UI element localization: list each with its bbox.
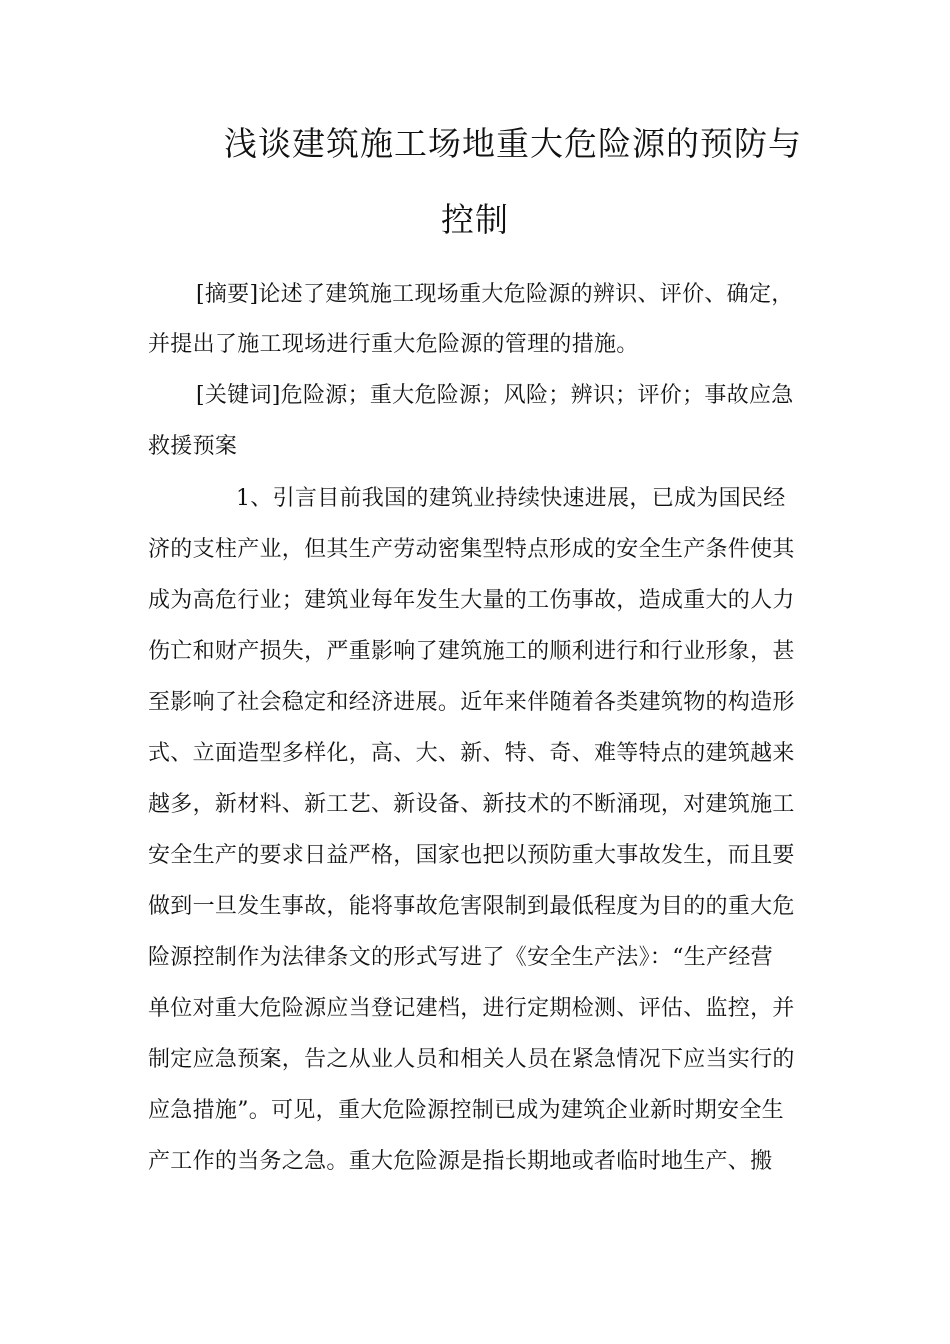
document-title-line-1: 浅谈建筑施工场地重大危险源的预防与 xyxy=(224,124,802,163)
body-line: 至影响了社会稳定和经济进展。近年来伴随着各类建筑物的构造形 xyxy=(148,690,795,715)
body-line: 成为高危行业；建筑业每年发生大量的工伤事故，造成重大的人力 xyxy=(148,588,795,613)
body-line: 单位对重大危险源应当登记建档，进行定期检测、评估、监控，并 xyxy=(148,996,795,1021)
body-line: 越多，新材料、新工艺、新设备、新技术的不断涌现，对建筑施工 xyxy=(148,792,795,817)
abstract-line-1: [摘要]论述了建筑施工现场重大危险源的辨识、评价、确定， xyxy=(196,282,794,307)
body-line: 险源控制作为法律条文的形式写进了《安全生产法》：“生产经营 xyxy=(148,945,773,970)
body-line: 伤亡和财产损失，严重影响了建筑施工的顺利进行和行业形象，甚 xyxy=(148,639,795,664)
body-line: 产工作的当务之急。重大危险源是指长期地或者临时地生产、搬 xyxy=(148,1149,773,1174)
body-line: 安全生产的要求日益严格，国家也把以预防重大事故发生，而且要 xyxy=(148,843,795,868)
body-line: 式、立面造型多样化，高、大、新、特、奇、难等特点的建筑越来 xyxy=(148,741,795,766)
body-line: 做到一旦发生事故，能将事故危害限制到最低程度为目的的重大危 xyxy=(148,894,795,919)
body-line: 1、引言目前我国的建筑业持续快速进展，已成为国民经 xyxy=(236,486,786,511)
abstract-line-2: 并提出了施工现场进行重大危险源的管理的措施。 xyxy=(148,332,639,357)
keywords-line-1: [关键词]危险源；重大危险源；风险；辨识；评价；事故应急 xyxy=(196,383,794,408)
body-line: 应急措施”。可见，重大危险源控制已成为建筑企业新时期安全生 xyxy=(148,1098,784,1123)
body-line: 制定应急预案，告之从业人员和相关人员在紧急情况下应当实行的 xyxy=(148,1047,795,1072)
document-title-line-2: 控制 xyxy=(441,200,509,239)
keywords-line-2: 救援预案 xyxy=(148,434,238,459)
body-line: 济的支柱产业，但其生产劳动密集型特点形成的安全生产条件使其 xyxy=(148,537,795,562)
